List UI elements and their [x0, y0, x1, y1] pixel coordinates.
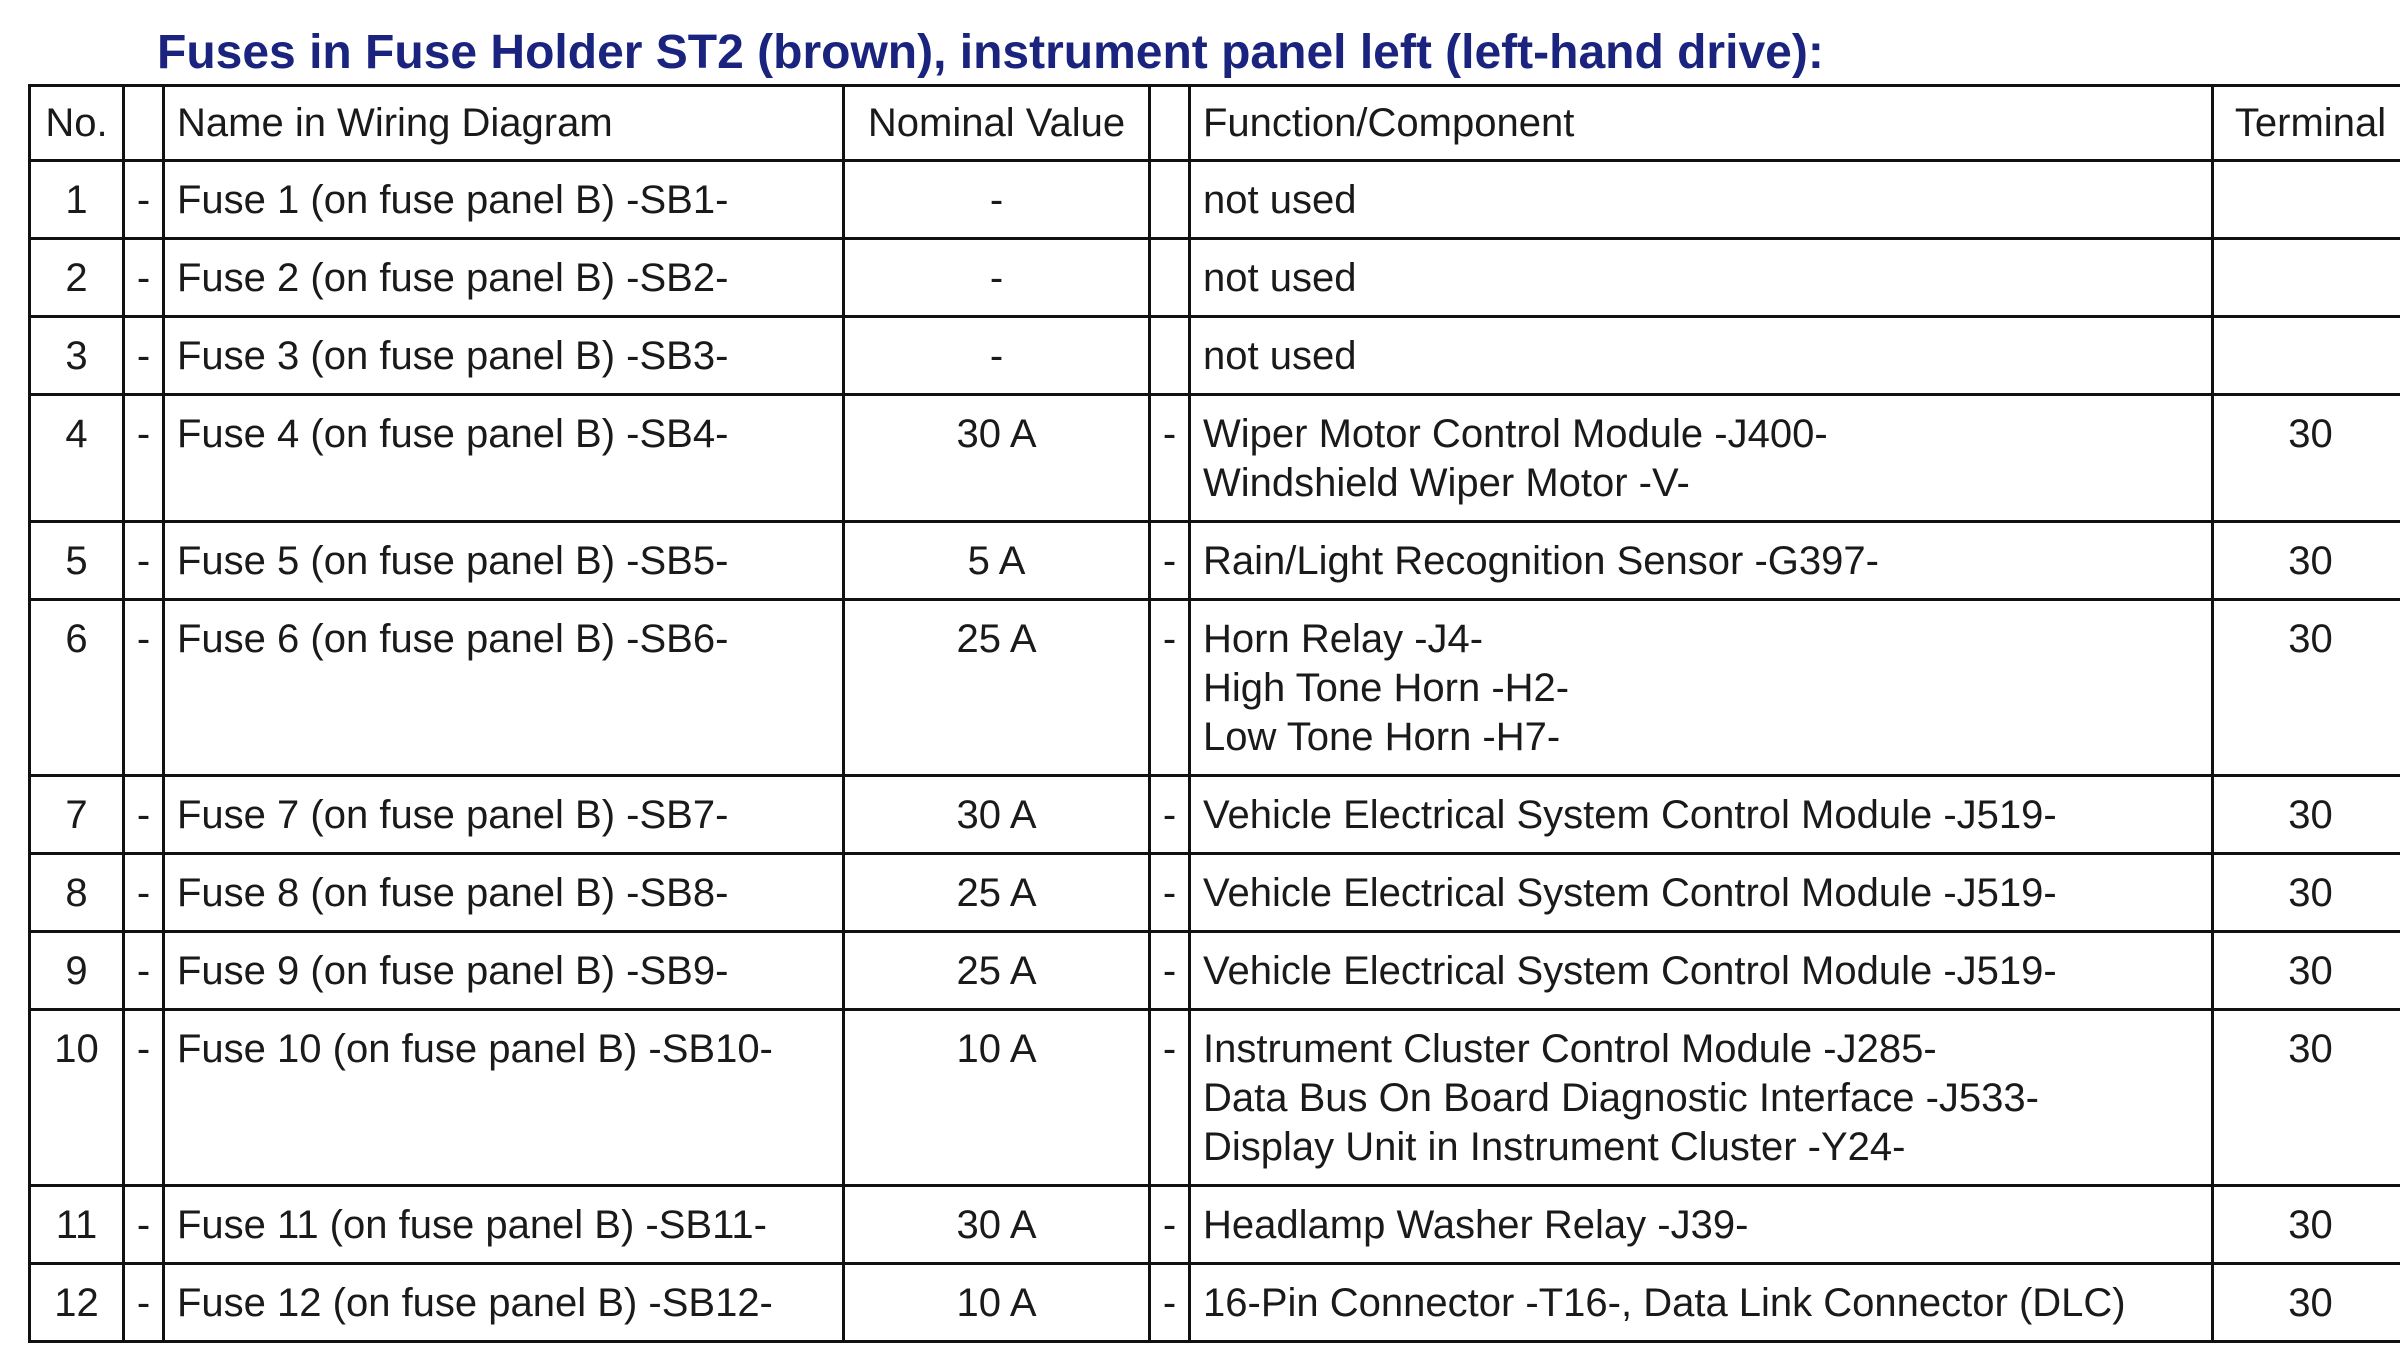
fuse-number: 1 — [30, 161, 124, 239]
function-dash — [1150, 317, 1190, 395]
function-dash — [1150, 161, 1190, 239]
fuse-table — [28, 84, 2400, 1343]
table-row — [30, 854, 2400, 932]
function-line: High Tone Horn -H2- — [1203, 666, 1570, 710]
fuse-name: Fuse 5 (on fuse panel B) -SB5- — [164, 522, 844, 600]
page-title: Fuses in Fuse Holder ST2 (brown), instrument panel left (left-hand drive): — [157, 26, 1824, 79]
terminal: 30 — [2213, 1186, 2400, 1264]
function-component — [1190, 776, 2213, 854]
nominal-value: 30 A — [844, 1186, 1150, 1264]
fuse-name: Fuse 3 (on fuse panel B) -SB3- — [164, 317, 844, 395]
function-line: Data Bus On Board Diagnostic Interface -J533- — [1203, 1076, 2039, 1120]
fuse-number: 6 — [30, 600, 124, 776]
fuse-number: 2 — [30, 239, 124, 317]
fuse-number: 3 — [30, 317, 124, 395]
header-row — [30, 86, 2400, 161]
table-row — [30, 161, 2400, 239]
terminal: 30 — [2213, 854, 2400, 932]
function-component — [1190, 1010, 2213, 1186]
function-line: 16-Pin Connector -T16-, Data Link Connector (DLC) — [1203, 1281, 2126, 1325]
fuse-name: Fuse 2 (on fuse panel B) -SB2- — [164, 239, 844, 317]
header-value: Nominal Value — [844, 86, 1150, 161]
function-dash: - — [1150, 522, 1190, 600]
nominal-value: 10 A — [844, 1010, 1150, 1186]
table-row — [30, 776, 2400, 854]
row-dash: - — [124, 522, 164, 600]
function-line: not used — [1203, 178, 1357, 222]
header-dash-2 — [1150, 86, 1190, 161]
function-line: Low Tone Horn -H7- — [1203, 715, 1561, 759]
nominal-value: 30 A — [844, 395, 1150, 522]
table-row — [30, 1264, 2400, 1342]
terminal: 30 — [2213, 1264, 2400, 1342]
function-component — [1190, 1186, 2213, 1264]
nominal-value: 25 A — [844, 600, 1150, 776]
function-component — [1190, 522, 2213, 600]
function-dash: - — [1150, 600, 1190, 776]
table-row — [30, 522, 2400, 600]
function-component — [1190, 854, 2213, 932]
fuse-number: 7 — [30, 776, 124, 854]
function-component — [1190, 1264, 2213, 1342]
function-dash: - — [1150, 854, 1190, 932]
nominal-value: 25 A — [844, 932, 1150, 1010]
terminal: 30 — [2213, 600, 2400, 776]
function-component — [1190, 932, 2213, 1010]
function-line: Instrument Cluster Control Module -J285- — [1203, 1027, 1937, 1071]
terminal: 30 — [2213, 932, 2400, 1010]
terminal: 30 — [2213, 776, 2400, 854]
fuse-name: Fuse 9 (on fuse panel B) -SB9- — [164, 932, 844, 1010]
row-dash: - — [124, 1010, 164, 1186]
nominal-value: - — [844, 317, 1150, 395]
function-line: Windshield Wiper Motor -V- — [1203, 461, 1690, 505]
fuse-name: Fuse 12 (on fuse panel B) -SB12- — [164, 1264, 844, 1342]
fuse-table-body — [30, 161, 2400, 1342]
function-line: Headlamp Washer Relay -J39- — [1203, 1203, 1749, 1247]
fuse-name: Fuse 7 (on fuse panel B) -SB7- — [164, 776, 844, 854]
row-dash: - — [124, 395, 164, 522]
function-line: Wiper Motor Control Module -J400- — [1203, 412, 1828, 456]
nominal-value: 30 A — [844, 776, 1150, 854]
terminal — [2213, 161, 2400, 239]
function-component — [1190, 395, 2213, 522]
fuse-name: Fuse 11 (on fuse panel B) -SB11- — [164, 1186, 844, 1264]
function-line: Rain/Light Recognition Sensor -G397- — [1203, 539, 1879, 583]
table-row — [30, 932, 2400, 1010]
nominal-value: - — [844, 161, 1150, 239]
table-row — [30, 1010, 2400, 1186]
fuse-number: 11 — [30, 1186, 124, 1264]
function-component — [1190, 600, 2213, 776]
terminal: 30 — [2213, 1010, 2400, 1186]
function-line: Vehicle Electrical System Control Module -J519- — [1203, 871, 2057, 915]
row-dash: - — [124, 161, 164, 239]
table-row — [30, 317, 2400, 395]
function-dash: - — [1150, 1264, 1190, 1342]
row-dash: - — [124, 932, 164, 1010]
header-terminal: Terminal — [2213, 86, 2400, 161]
function-line: Vehicle Electrical System Control Module -J519- — [1203, 793, 2057, 837]
function-dash — [1150, 239, 1190, 317]
function-line: not used — [1203, 256, 1357, 300]
header-name: Name in Wiring Diagram — [164, 86, 844, 161]
header-function: Function/Component — [1190, 86, 2213, 161]
terminal — [2213, 317, 2400, 395]
function-component — [1190, 161, 2213, 239]
nominal-value: - — [844, 239, 1150, 317]
function-line: Vehicle Electrical System Control Module -J519- — [1203, 949, 2057, 993]
fuse-name: Fuse 6 (on fuse panel B) -SB6- — [164, 600, 844, 776]
row-dash: - — [124, 1186, 164, 1264]
function-component — [1190, 239, 2213, 317]
fuse-number: 10 — [30, 1010, 124, 1186]
header-dash — [124, 86, 164, 161]
fuse-table-header — [30, 86, 2400, 161]
function-line: Display Unit in Instrument Cluster -Y24- — [1203, 1125, 1906, 1169]
function-dash: - — [1150, 932, 1190, 1010]
nominal-value: 10 A — [844, 1264, 1150, 1342]
table-row — [30, 395, 2400, 522]
nominal-value: 5 A — [844, 522, 1150, 600]
nominal-value: 25 A — [844, 854, 1150, 932]
row-dash: - — [124, 317, 164, 395]
terminal: 30 — [2213, 522, 2400, 600]
fuse-name: Fuse 8 (on fuse panel B) -SB8- — [164, 854, 844, 932]
fuse-number: 4 — [30, 395, 124, 522]
function-line: not used — [1203, 334, 1357, 378]
fuse-number: 9 — [30, 932, 124, 1010]
header-no: No. — [30, 86, 124, 161]
table-row — [30, 239, 2400, 317]
row-dash: - — [124, 854, 164, 932]
fuse-name: Fuse 10 (on fuse panel B) -SB10- — [164, 1010, 844, 1186]
function-dash: - — [1150, 395, 1190, 522]
fuse-number: 12 — [30, 1264, 124, 1342]
function-component — [1190, 317, 2213, 395]
row-dash: - — [124, 239, 164, 317]
function-dash: - — [1150, 1186, 1190, 1264]
terminal — [2213, 239, 2400, 317]
function-dash: - — [1150, 1010, 1190, 1186]
fuse-name: Fuse 1 (on fuse panel B) -SB1- — [164, 161, 844, 239]
fuse-number: 8 — [30, 854, 124, 932]
fuse-name: Fuse 4 (on fuse panel B) -SB4- — [164, 395, 844, 522]
table-row — [30, 600, 2400, 776]
table-row — [30, 1186, 2400, 1264]
function-line: Horn Relay -J4- — [1203, 617, 1484, 661]
fuse-number: 5 — [30, 522, 124, 600]
row-dash: - — [124, 600, 164, 776]
row-dash: - — [124, 1264, 164, 1342]
function-dash: - — [1150, 776, 1190, 854]
row-dash: - — [124, 776, 164, 854]
terminal: 30 — [2213, 395, 2400, 522]
